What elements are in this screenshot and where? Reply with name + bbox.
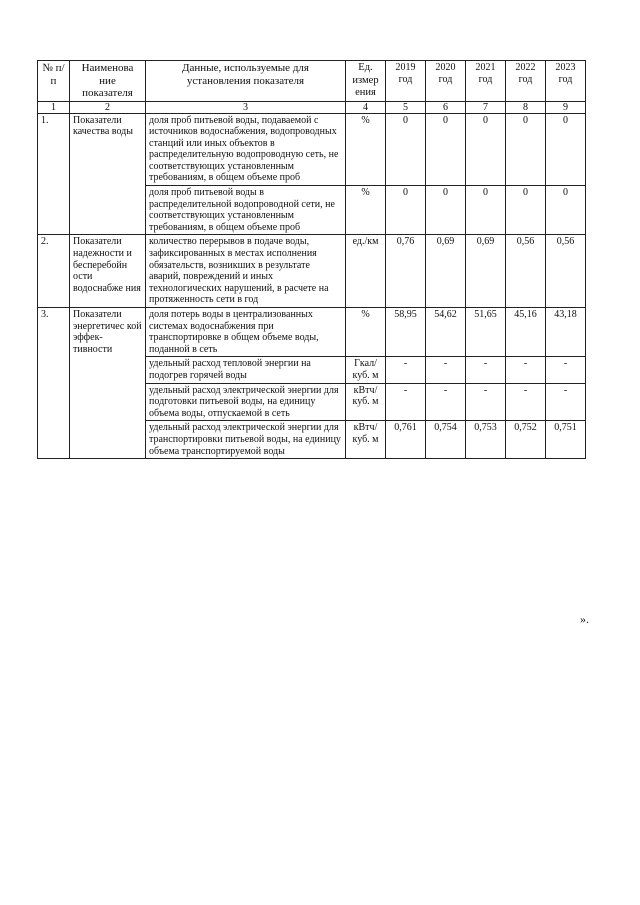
value-2023: 0 bbox=[546, 186, 586, 235]
unit-cell: % bbox=[346, 113, 386, 186]
group-name: Показатели энергетичес кой эффек- тивности bbox=[70, 308, 146, 459]
value-2022: 0 bbox=[506, 186, 546, 235]
value-2022: - bbox=[506, 357, 546, 383]
value-2019: 0,761 bbox=[386, 421, 426, 459]
table-body bbox=[38, 113, 586, 459]
table-row bbox=[38, 235, 586, 308]
value-2020: - bbox=[426, 383, 466, 421]
data-description: доля проб питьевой воды, подаваемой с источников водоснабжения, водопроводных станций или иных объектов в распределительную водопроводную сеть, не соответствующих установленным требованиям, в общем объеме проб bbox=[146, 113, 346, 186]
group-number: 1. bbox=[38, 113, 70, 235]
value-2021: 0 bbox=[466, 186, 506, 235]
value-2020: 0,69 bbox=[426, 235, 466, 308]
column-number: 3 bbox=[146, 101, 346, 113]
data-description: доля потерь воды в централизованных системах водоснабжения при транспортировке в общем объеме воды, поданной в сеть bbox=[146, 308, 346, 357]
column-number-row bbox=[38, 101, 586, 113]
value-2020: 0 bbox=[426, 186, 466, 235]
value-2023: - bbox=[546, 357, 586, 383]
data-description: удельный расход электрической энергии для подготовки питьевой воды, на единицу объема воды, отпускаемой в сеть bbox=[146, 383, 346, 421]
value-2021: 0 bbox=[466, 113, 506, 186]
column-number: 4 bbox=[346, 101, 386, 113]
value-2021: - bbox=[466, 383, 506, 421]
header-year-2023: 2023 год bbox=[546, 61, 586, 102]
value-2022: 0 bbox=[506, 113, 546, 186]
group-name: Показатели качества воды bbox=[70, 113, 146, 235]
header-year-2019: 2019 год bbox=[386, 61, 426, 102]
value-2020: 0 bbox=[426, 113, 466, 186]
header-unit: Ед. измер ения bbox=[346, 61, 386, 102]
value-2023: 0,751 bbox=[546, 421, 586, 459]
header-year-2021: 2021 год bbox=[466, 61, 506, 102]
value-2023: 0 bbox=[546, 113, 586, 186]
value-2019: - bbox=[386, 357, 426, 383]
unit-cell: кВтч/ куб. м bbox=[346, 421, 386, 459]
group-number: 3. bbox=[38, 308, 70, 459]
value-2021: 51,65 bbox=[466, 308, 506, 357]
value-2019: 0 bbox=[386, 113, 426, 186]
column-number: 2 bbox=[70, 101, 146, 113]
value-2021: 0,69 bbox=[466, 235, 506, 308]
value-2019: 58,95 bbox=[386, 308, 426, 357]
value-2020: - bbox=[426, 357, 466, 383]
column-number: 5 bbox=[386, 101, 426, 113]
value-2019: 0,76 bbox=[386, 235, 426, 308]
value-2022: 0,56 bbox=[506, 235, 546, 308]
data-description: удельный расход тепловой энергии на подогрев горячей воды bbox=[146, 357, 346, 383]
column-number: 1 bbox=[38, 101, 70, 113]
header-indicator-name: Наименова ние показателя bbox=[70, 61, 146, 102]
value-2021: - bbox=[466, 357, 506, 383]
value-2022: 45,16 bbox=[506, 308, 546, 357]
table-header bbox=[38, 61, 586, 114]
value-2019: - bbox=[386, 383, 426, 421]
unit-cell: Гкал/ куб. м bbox=[346, 357, 386, 383]
value-2023: 43,18 bbox=[546, 308, 586, 357]
value-2023: - bbox=[546, 383, 586, 421]
data-description: удельный расход электрической энергии для транспортировки питьевой воды, на единицу объема транспортируемой воды bbox=[146, 421, 346, 459]
header-number: № п/п bbox=[38, 61, 70, 102]
header-data-used: Данные, используемые для установления показателя bbox=[146, 61, 346, 102]
table-row bbox=[38, 308, 586, 357]
value-2023: 0,56 bbox=[546, 235, 586, 308]
column-number: 6 bbox=[426, 101, 466, 113]
closing-quote: ». bbox=[580, 612, 589, 626]
value-2019: 0 bbox=[386, 186, 426, 235]
table-row bbox=[38, 113, 586, 186]
data-description: доля проб питьевой воды в распределительной водопроводной сети, не соответствующих установленным требованиям, в общем объеме проб bbox=[146, 186, 346, 235]
header-row bbox=[38, 61, 586, 102]
value-2021: 0,753 bbox=[466, 421, 506, 459]
unit-cell: % bbox=[346, 308, 386, 357]
value-2022: - bbox=[506, 383, 546, 421]
value-2022: 0,752 bbox=[506, 421, 546, 459]
header-year-2022: 2022 год bbox=[506, 61, 546, 102]
value-2020: 0,754 bbox=[426, 421, 466, 459]
group-name: Показатели надежности и бесперебойн ости водоснабже ния bbox=[70, 235, 146, 308]
unit-cell: ед./км bbox=[346, 235, 386, 308]
indicators-table bbox=[37, 60, 586, 459]
column-number: 9 bbox=[546, 101, 586, 113]
value-2020: 54,62 bbox=[426, 308, 466, 357]
group-number: 2. bbox=[38, 235, 70, 308]
data-description: количество перерывов в подаче воды, зафиксированных в местах исполнения обязательств, возникших в результате аварий, повреждений и иных технологических нарушений, в расчете на протяженность сети в год bbox=[146, 235, 346, 308]
column-number: 7 bbox=[466, 101, 506, 113]
unit-cell: кВтч/ куб. м bbox=[346, 383, 386, 421]
header-year-2020: 2020 год bbox=[426, 61, 466, 102]
unit-cell: % bbox=[346, 186, 386, 235]
column-number: 8 bbox=[506, 101, 546, 113]
